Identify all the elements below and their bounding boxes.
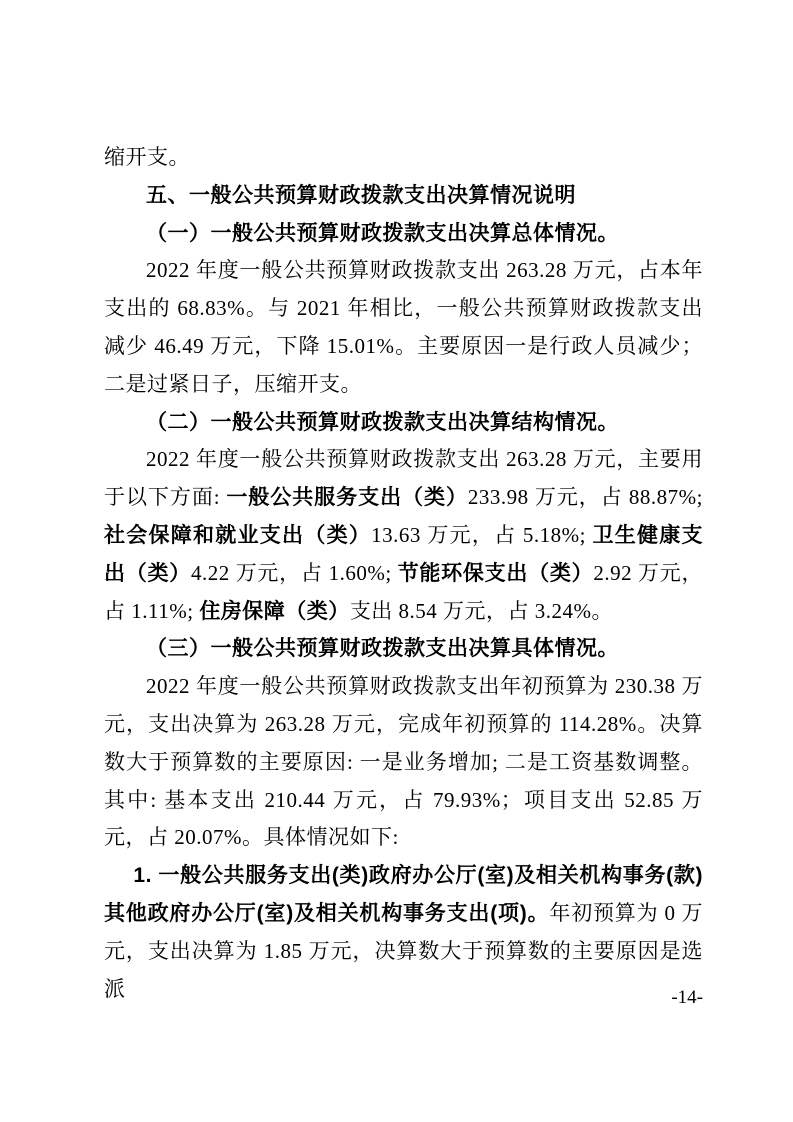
text-run: 年初预算为 0 万元，支出决算为 1.85 万元，决算数大于预算数的主要原因是选派 [104,900,703,1001]
text-run: （二）一般公共预算财政拨款支出决算结构情况。 [146,410,619,434]
text-run: 缩开支。 [104,145,190,169]
text-run-bold: 住房保障（类） [199,599,350,623]
text-run: 4.22 万元，占 1.60%; [190,560,398,585]
text-run-bold: 1. 一般公共服务支出(类)政府办公厅(室)及相关机构事务(款)其他政府办公厅(室)及相关机构事务支出(项)。 [104,864,703,925]
text-run: 233.98 万元，占 88.87%; [467,485,703,510]
text-run: 五、一般公共预算财政拨款支出决算情况说明 [146,183,576,207]
text-run-bold: 一般公共服务支出（类） [226,486,468,510]
text-run: 2.92 万元，占 1.11%; [104,560,704,623]
text-run: 13.63 万元，占 5.18%; [371,522,593,547]
text-run: 2022 年度一般公共预算财政拨款支出年初预算为 230.38 万元，支出决算为 263.28 万元，完成年初预算的 114.28%。决算数大于预算数的主要原因: 一是业务增加; 二是工资基数调整。其中: 基本支出 210.44 万元，占 79.93%；项目支出 52.85 万元，占 20.07%。具体情况如下: [104,674,703,850]
document-body [104,139,703,1008]
para-item-1 [104,857,703,1008]
text-run: （三）一般公共预算财政拨款支出决算具体情况。 [146,637,619,661]
heading-section-five [104,177,703,215]
para-overall-situation [104,252,703,403]
text-run-bold: 节能环保支出（类） [397,561,594,585]
text-run: （一）一般公共预算财政拨款支出决算总体情况。 [146,221,619,245]
text-run: 2022 年度一般公共预算财政拨款支出 263.28 万元，占本年支出的 68.83%。与 2021 年相比，一般公共预算财政拨款支出减少 46.49 万元，下降 15.01%。主要原因一是行政人员减少；二是过紧日子，压缩开支。 [104,258,703,396]
heading-subsection-one [104,215,703,253]
text-run: 支出 8.54 万元，占 3.24%。 [349,598,614,623]
text-run: 2022 年度一般公共预算财政拨款支出 263.28 万元，主要用于以下方面: [104,447,703,510]
text-run-bold: 卫生健康支出（类） [104,523,704,585]
para-specific-situation [104,668,703,857]
heading-subsection-two [104,404,703,442]
para-structure-situation [104,441,703,630]
text-run-bold: 社会保障和就业支出（类） [104,523,372,547]
para-carryover [104,139,703,177]
page-number: -14- [671,987,703,1008]
heading-subsection-three [104,630,703,668]
